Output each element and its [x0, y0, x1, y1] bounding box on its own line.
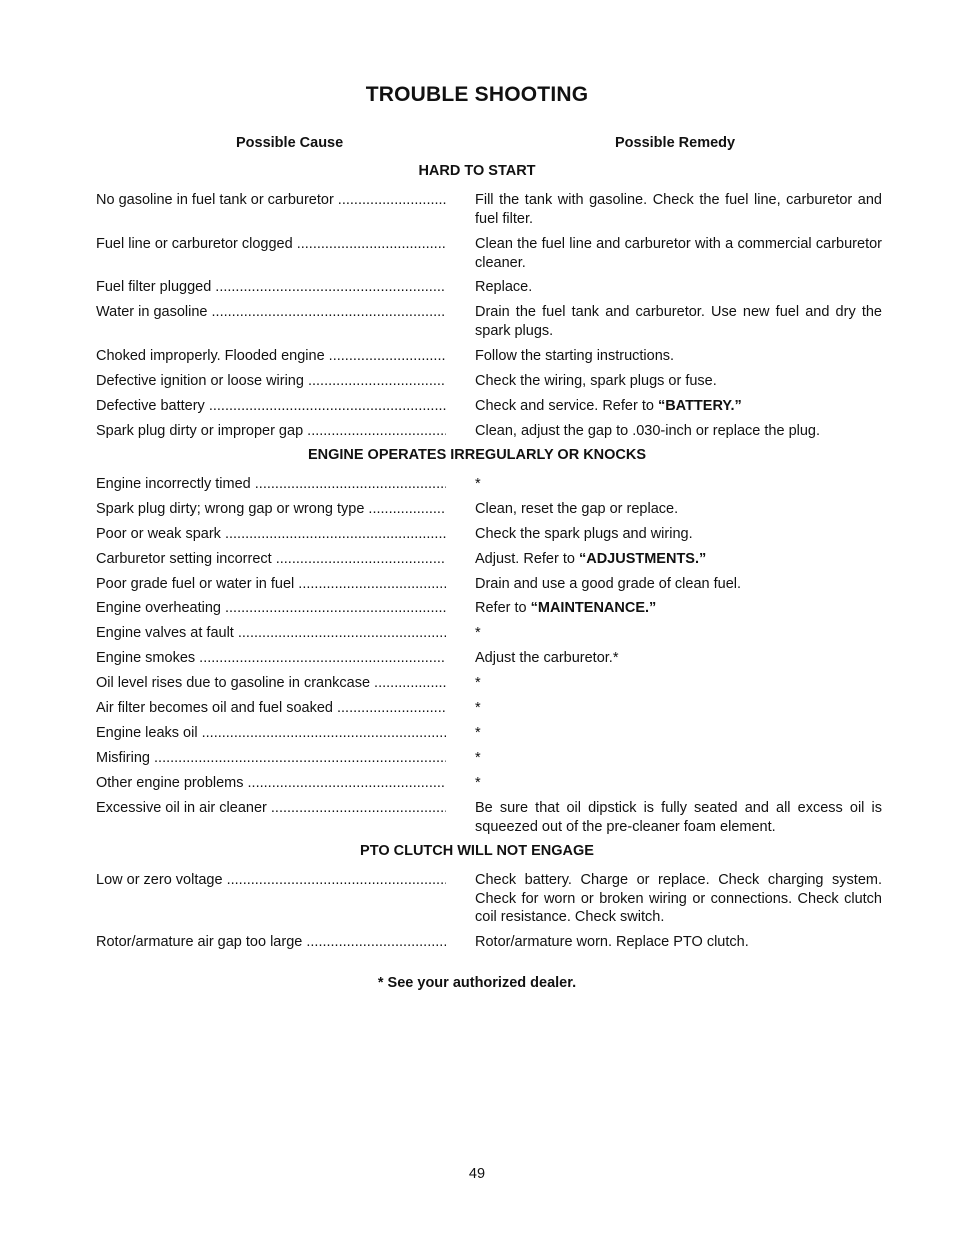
cause-text: Poor grade fuel or water in fuel	[96, 576, 295, 592]
cause-text: Engine incorrectly timed	[96, 476, 251, 492]
possible-remedy	[475, 500, 882, 519]
possible-remedy	[475, 303, 882, 340]
cause-text: Water in gasoline	[96, 304, 208, 320]
possible-cause	[96, 475, 446, 494]
possible-cause	[96, 774, 446, 793]
cause-text: Spark plug dirty or improper gap	[96, 423, 304, 439]
possible-remedy	[475, 649, 882, 668]
possible-cause	[96, 933, 446, 952]
cause-text: Poor or weak spark	[96, 526, 221, 542]
possible-remedy	[475, 422, 882, 441]
cause-text: Low or zero voltage	[96, 872, 223, 888]
possible-cause	[96, 799, 446, 818]
cause-text: Spark plug dirty; wrong gap or wrong type	[96, 501, 365, 517]
possible-cause	[96, 500, 446, 519]
possible-remedy	[475, 191, 882, 228]
remedy-text: Refer to	[475, 600, 531, 616]
possible-remedy	[475, 475, 882, 494]
possible-cause-header: Possible Cause	[236, 135, 344, 151]
remedy-text: *	[475, 625, 481, 641]
remedy-reference: “BATTERY.”	[657, 398, 742, 414]
possible-remedy	[475, 699, 882, 718]
cause-text: Engine valves at fault	[96, 625, 234, 641]
possible-cause	[96, 278, 446, 297]
possible-cause	[96, 347, 446, 366]
remedy-text: *	[475, 725, 481, 741]
possible-remedy	[475, 235, 882, 272]
remedy-text: Check battery. Charge or replace. Check charging system. Check for worn or broken wiring or connections. Check clutch coil resistance. Check switch.	[475, 872, 882, 925]
cause-text: Engine overheating	[96, 600, 221, 616]
remedy-text: Drain the fuel tank and carburetor. Use new fuel and dry the spark plugs.	[475, 304, 882, 339]
possible-cause	[96, 624, 446, 643]
possible-cause	[96, 724, 446, 743]
possible-cause	[96, 749, 446, 768]
possible-cause	[96, 191, 446, 210]
possible-cause	[96, 372, 446, 391]
possible-remedy	[475, 575, 882, 594]
possible-cause	[96, 235, 446, 254]
possible-remedy	[475, 525, 882, 544]
remedy-text: Be sure that oil dipstick is fully seated and all excess oil is squeezed out of the pre-cleaner foam element.	[475, 800, 882, 835]
possible-cause	[96, 303, 446, 322]
remedy-text: Check the wiring, spark plugs or fuse.	[475, 373, 717, 389]
possible-remedy-header: Possible Remedy	[615, 135, 736, 151]
possible-remedy	[475, 774, 882, 793]
possible-remedy	[475, 749, 882, 768]
cause-text: Choked improperly. Flooded engine	[96, 348, 325, 364]
possible-cause	[96, 550, 446, 569]
cause-text: Excessive oil in air cleaner	[96, 800, 267, 816]
remedy-text: *	[475, 775, 481, 791]
section-heading: ENGINE OPERATES IRREGULARLY OR KNOCKS	[307, 447, 647, 463]
page-title: TROUBLE SHOOTING	[365, 83, 589, 106]
possible-remedy	[475, 933, 882, 952]
remedy-text: *	[475, 476, 481, 492]
possible-cause	[96, 649, 446, 668]
remedy-text: Check the spark plugs and wiring.	[475, 526, 693, 542]
possible-cause	[96, 699, 446, 718]
cause-text: Rotor/armature air gap too large	[96, 934, 303, 950]
possible-remedy	[475, 674, 882, 693]
cause-text: Misfiring	[96, 750, 150, 766]
remedy-text: Clean the fuel line and carburetor with a commercial carburetor cleaner.	[475, 236, 882, 271]
possible-remedy	[475, 624, 882, 643]
remedy-reference: “ADJUSTMENTS.”	[578, 551, 707, 567]
possible-cause	[96, 525, 446, 544]
cause-text: Carburetor setting incorrect	[96, 551, 272, 567]
cause-text: Other engine problems	[96, 775, 244, 791]
possible-remedy	[475, 372, 882, 391]
possible-remedy	[475, 278, 882, 297]
remedy-text: Clean, reset the gap or replace.	[475, 501, 679, 517]
remedy-text: Adjust. Refer to	[475, 551, 579, 567]
possible-remedy	[475, 724, 882, 743]
remedy-text: Follow the starting instructions.	[475, 348, 675, 364]
remedy-text: Fill the tank with gasoline. Check the fuel line, carburetor and fuel filter.	[475, 192, 882, 227]
possible-remedy	[475, 871, 882, 927]
cause-text: Air filter becomes oil and fuel soaked	[96, 700, 333, 716]
possible-cause	[96, 674, 446, 693]
possible-remedy	[475, 397, 882, 416]
cause-text: Defective ignition or loose wiring	[96, 373, 304, 389]
possible-remedy	[475, 599, 882, 618]
remedy-text: Check and service. Refer to	[475, 398, 658, 414]
cause-text: Fuel filter plugged	[96, 279, 212, 295]
remedy-text: Rotor/armature worn. Replace PTO clutch.	[475, 934, 749, 950]
remedy-text: *	[475, 675, 481, 691]
cause-text: Engine smokes	[96, 650, 196, 666]
possible-cause	[96, 422, 446, 441]
section-heading: PTO CLUTCH WILL NOT ENGAGE	[360, 843, 594, 859]
remedy-reference: “MAINTENANCE.”	[530, 600, 657, 616]
footnote: * See your authorized dealer.	[377, 975, 577, 991]
cause-text: Oil level rises due to gasoline in crankcase	[96, 675, 371, 691]
possible-cause	[96, 599, 446, 618]
possible-cause	[96, 397, 446, 416]
possible-cause	[96, 575, 446, 594]
remedy-text: *	[475, 750, 481, 766]
page-number: 49	[468, 1166, 486, 1182]
possible-remedy	[475, 550, 882, 569]
possible-remedy	[475, 347, 882, 366]
remedy-text: *	[475, 700, 481, 716]
cause-text: Fuel line or carburetor clogged	[96, 236, 293, 252]
remedy-text: Clean, adjust the gap to .030-inch or replace the plug.	[475, 423, 821, 439]
cause-text: Defective battery	[96, 398, 205, 414]
possible-cause	[96, 871, 446, 890]
cause-text: No gasoline in fuel tank or carburetor	[96, 192, 334, 208]
cause-text: Engine leaks oil	[96, 725, 198, 741]
remedy-text: Drain and use a good grade of clean fuel.	[475, 576, 742, 592]
possible-remedy	[475, 799, 882, 836]
remedy-text: Adjust the carburetor.*	[475, 650, 619, 666]
section-heading: HARD TO START	[418, 163, 536, 179]
remedy-text: Replace.	[475, 279, 533, 295]
